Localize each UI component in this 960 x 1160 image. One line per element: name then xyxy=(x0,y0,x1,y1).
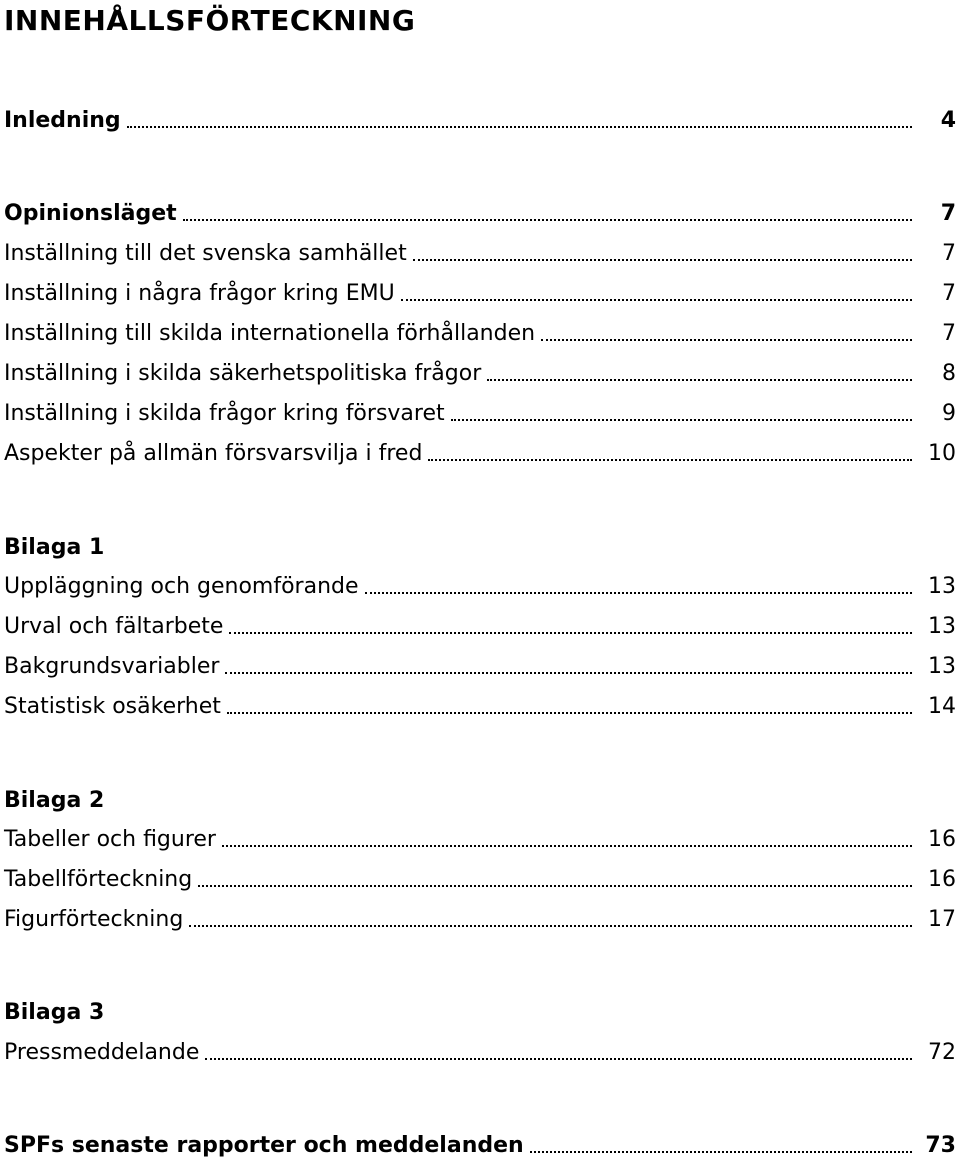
toc-page-number: 13 xyxy=(928,654,956,679)
toc-entry-label: Bakgrundsvariabler xyxy=(4,654,220,679)
toc-page-number: 14 xyxy=(928,694,956,719)
dot-leader xyxy=(205,1058,912,1060)
toc-entry-label: Inledning xyxy=(4,108,121,133)
toc-entry-label: Inställning i skilda säkerhetspolitiska frågor xyxy=(4,361,482,386)
section-heading-bilaga-3: Bilaga 3 xyxy=(4,1000,105,1025)
toc-entry[interactable] xyxy=(4,1031,956,1067)
toc-page-number: 7 xyxy=(940,201,956,226)
toc-entry-label: SPFs senaste rapporter och meddelanden xyxy=(4,1133,524,1158)
dot-leader xyxy=(189,925,912,927)
dot-leader xyxy=(365,592,912,594)
toc-page-number: 4 xyxy=(940,108,956,133)
toc-page-number: 73 xyxy=(925,1133,956,1158)
toc-entry-label: Tabeller och figurer xyxy=(4,827,216,852)
dot-leader xyxy=(127,126,912,128)
toc-entry[interactable] xyxy=(4,565,956,601)
section-heading-bilaga-1: Bilaga 1 xyxy=(4,535,105,560)
toc-entry[interactable] xyxy=(4,232,956,268)
toc-entry-label: Figurförteckning xyxy=(4,907,184,932)
toc-entry-label: Uppläggning och genomförande xyxy=(4,574,359,599)
toc-page-number: 10 xyxy=(928,441,956,466)
dot-leader xyxy=(428,459,912,461)
dot-leader xyxy=(487,379,912,381)
toc-entry[interactable] xyxy=(4,858,956,894)
dot-leader xyxy=(222,845,912,847)
section-heading-bilaga-2: Bilaga 2 xyxy=(4,788,105,813)
dot-leader xyxy=(229,632,912,634)
toc-entry[interactable] xyxy=(4,898,956,934)
toc-page-number: 8 xyxy=(942,361,956,386)
toc-page-number: 17 xyxy=(928,907,956,932)
dot-leader xyxy=(451,419,912,421)
dot-leader xyxy=(413,259,912,261)
toc-entry-label: Opinionsläget xyxy=(4,201,177,226)
toc-page-number: 7 xyxy=(942,281,956,306)
dot-leader xyxy=(225,672,912,674)
toc-entry-label: Tabellförteckning xyxy=(4,867,193,892)
toc-entry[interactable] xyxy=(4,685,956,721)
toc-page-number: 9 xyxy=(942,401,956,426)
toc-page-number: 16 xyxy=(928,867,956,892)
toc-entry[interactable] xyxy=(4,605,956,641)
toc-entry-opinionslaget[interactable] xyxy=(4,192,956,228)
toc-entry-label: Inställning i skilda frågor kring försvaret xyxy=(4,401,445,426)
toc-entry-label: Inställning till skilda internationella förhållanden xyxy=(4,321,536,346)
dot-leader xyxy=(198,885,912,887)
toc-entry[interactable] xyxy=(4,352,956,388)
toc-entry-label: Inställning i några frågor kring EMU xyxy=(4,281,395,306)
toc-page-number: 72 xyxy=(928,1040,956,1065)
toc-entry[interactable] xyxy=(4,645,956,681)
toc-entry-label: Inställning till det svenska samhället xyxy=(4,241,407,266)
toc-page-number: 7 xyxy=(942,321,956,346)
toc-entry[interactable] xyxy=(4,392,956,428)
toc-entry-label: Pressmeddelande xyxy=(4,1040,200,1065)
toc-entry-label: Aspekter på allmän försvarsvilja i fred xyxy=(4,441,423,466)
dot-leader xyxy=(183,219,912,221)
dot-leader xyxy=(530,1151,912,1153)
toc-entry-label: Statistisk osäkerhet xyxy=(4,694,221,719)
toc-entry[interactable] xyxy=(4,272,956,308)
toc-page-number: 13 xyxy=(928,614,956,639)
toc-entry[interactable] xyxy=(4,818,956,854)
toc-entry[interactable] xyxy=(4,312,956,348)
toc-entry-label: Urval och fältarbete xyxy=(4,614,224,639)
dot-leader xyxy=(227,712,912,714)
page-title: INNEHÅLLSFÖRTECKNING xyxy=(4,4,416,37)
dot-leader xyxy=(401,299,912,301)
dot-leader xyxy=(541,339,912,341)
toc-page-number: 13 xyxy=(928,574,956,599)
toc-entry-spf-rapporter[interactable] xyxy=(4,1124,956,1160)
toc-entry-inledning[interactable] xyxy=(4,99,956,135)
toc-page-number: 16 xyxy=(928,827,956,852)
toc-entry[interactable] xyxy=(4,432,956,468)
toc-page-number: 7 xyxy=(942,241,956,266)
